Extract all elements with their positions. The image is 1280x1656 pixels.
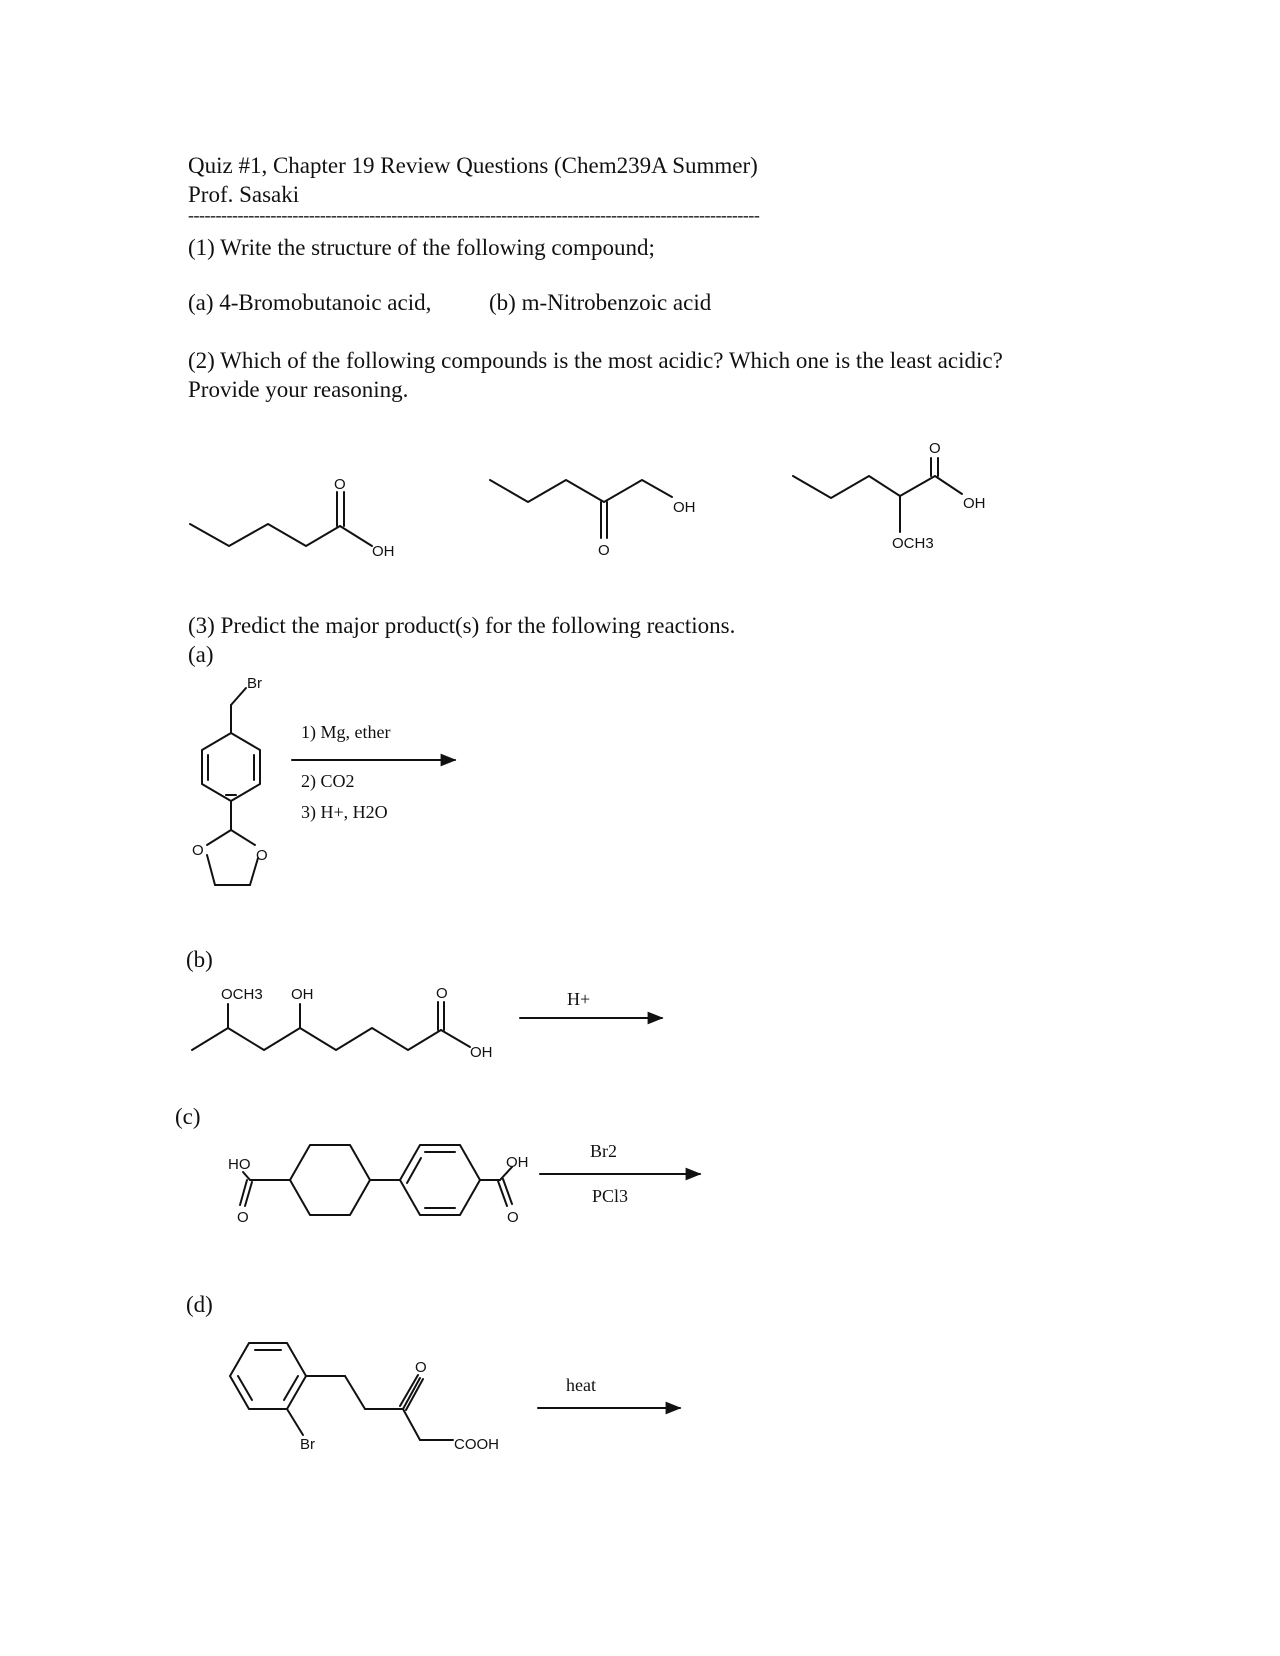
professor-name: Prof. Sasaki xyxy=(188,182,300,207)
q3c-reagent-bottom: PCl3 xyxy=(592,1186,629,1206)
quiz-title: Quiz #1, Chapter 19 Review Questions (Chem239A Summer) xyxy=(188,153,758,178)
question-1a-text: (a) 4-Bromobutanoic acid, xyxy=(188,290,432,315)
q2-c2-oxygen: O xyxy=(598,542,610,559)
question-1b-text: (b) m-Nitrobenzoic acid xyxy=(489,290,712,315)
q2-c1-oxygen: O xyxy=(334,476,346,493)
q3d-reagent: heat xyxy=(566,1375,596,1395)
q3a-bromine: Br xyxy=(247,675,262,692)
q2-c2-hydroxyl: OH xyxy=(673,499,696,516)
question-2-line-2: Provide your reasoning. xyxy=(188,377,409,402)
q3a-reactant xyxy=(192,675,268,885)
q3d-carboxyl: COOH xyxy=(454,1436,499,1453)
q2-c3-hydroxyl: OH xyxy=(963,495,986,512)
q3c-oxygen-left: O xyxy=(237,1209,249,1226)
q2-c1-hydroxyl: OH xyxy=(372,543,395,560)
q3c-hydroxyl-right: OH xyxy=(506,1154,529,1171)
q3d-bromine: Br xyxy=(300,1436,315,1453)
q3a-step-3: 3) H+, H2O xyxy=(301,802,388,822)
q2-compound-methoxy-acid xyxy=(793,440,986,552)
q2-compound-pentanoic-acid xyxy=(190,476,395,560)
q2-c3-methoxy: OCH3 xyxy=(892,535,934,552)
q3c-reactant xyxy=(228,1145,529,1226)
q3a-reaction-arrow-group xyxy=(292,722,455,823)
q3a-oxygen-1: O xyxy=(192,842,204,859)
q3c-reagent-top: Br2 xyxy=(590,1141,617,1161)
q3b-hydroxyl-1: OH xyxy=(291,986,314,1003)
q3b-reagent: H+ xyxy=(567,989,591,1009)
question-1-text: (1) Write the structure of the following compound; xyxy=(188,235,655,260)
q3b-oxygen: O xyxy=(436,985,448,1002)
q3c-oxygen-right: O xyxy=(507,1209,519,1226)
question-2-line-1: (2) Which of the following compounds is the most acidic? Which one is the least acidic? xyxy=(188,348,1003,373)
q3c-hydroxyl-left: HO xyxy=(228,1156,251,1173)
question-3a-label: (a) xyxy=(188,642,214,667)
question-3d-label: (d) xyxy=(186,1292,213,1317)
q3b-hydroxyl-2: OH xyxy=(470,1044,493,1061)
q3c-reaction-arrow-group xyxy=(540,1141,700,1206)
q3b-reaction-arrow-group xyxy=(520,989,662,1018)
q2-compound-keto-acid xyxy=(490,480,696,559)
q3a-step-1: 1) Mg, ether xyxy=(301,722,391,742)
q3d-reaction-arrow-group xyxy=(538,1375,680,1408)
dashed-divider: -------------------------------------------------------------------------------------------------------- xyxy=(188,205,760,225)
q3d-reactant xyxy=(230,1343,499,1453)
q3a-step-2: 2) CO2 xyxy=(301,771,355,791)
q3b-methoxy: OCH3 xyxy=(221,986,263,1003)
question-3-text: (3) Predict the major product(s) for the following reactions. xyxy=(188,613,736,638)
question-3b-label: (b) xyxy=(186,947,213,972)
question-3c-label: (c) xyxy=(175,1104,201,1129)
q3a-oxygen-2: O xyxy=(256,847,268,864)
q2-c3-oxygen: O xyxy=(929,440,941,457)
q3b-reactant xyxy=(192,985,493,1061)
q3d-oxygen: O xyxy=(415,1359,427,1376)
